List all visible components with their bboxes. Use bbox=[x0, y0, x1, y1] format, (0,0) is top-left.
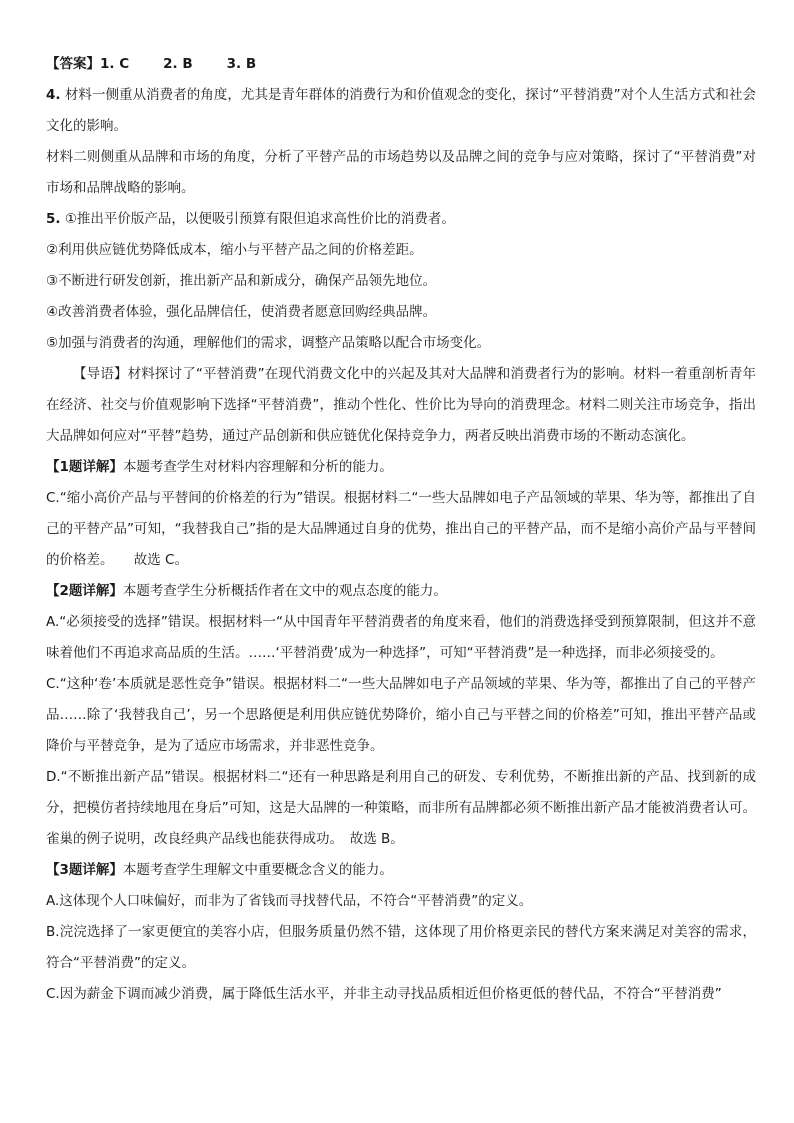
document-page bbox=[46, 50, 756, 1010]
guide-paragraph: 【导语】材料探讨了“平替消费”在现代消费文化中的兴起及其对大品牌和消费者行为的影响。材料一着重剖析青年在经济、社交与价值观影响下选择“平替消费”，推动个性化、性价比为导向的消费理念。材料二则关注市场竞争，指出大品牌如何应对“平替”趋势，通过产品创新和供应链优化保持竞争力，两者反映出消费市场的不断动态演化。 bbox=[46, 366, 756, 444]
answer-2: 2. B bbox=[163, 56, 193, 72]
answer-3: 3. B bbox=[226, 56, 257, 72]
q5-item-2: ②利用供应链优势降低成本，缩小与平替产品之间的价格差距。 bbox=[46, 242, 423, 258]
d1-heading bbox=[46, 452, 756, 483]
d3-option-c: C.因为薪金下调而减少消费，属于降低生活水平，并非主动寻找品质相近但价格更低的替代品，不符合“平替消费” bbox=[46, 986, 722, 1002]
d3-option-a: A.这体现个人口味偏好，而非为了省钱而寻找替代品，不符合“平替消费”的定义。 bbox=[46, 893, 533, 909]
q4-paragraph-1 bbox=[46, 80, 756, 142]
q5-number: 5. bbox=[46, 211, 61, 227]
d1-option-c: C.“缩小高价产品与平替间的价格差的行为”错误。根据材料二“一些大品牌如电子产品领域的苹果、华为等，都推出了自己的平替产品”可知，“我替我自己”指的是大品牌通过自身的优势，推出自己的平替产品，而不是缩小高价产品与平替间的价格差。 故选 C。 bbox=[46, 490, 756, 568]
d2-option-a: A.“必须接受的选择”错误。根据材料一“从中国青年平替消费者的角度来看，他们的消费选择受到预算限制，但这并不意味着他们不再追求高品质的生活。……‘平替消费’成为一种选择”，可知“平替消费”是一种选择，而非必须接受的。 bbox=[46, 614, 756, 661]
d3-option-b: B.浣浣选择了一家更便宜的美容小店，但服务质量仍然不错，这体现了用价格更亲民的替代方案来满足对美容的需求，符合“平替消费”的定义。 bbox=[46, 924, 756, 971]
d3-heading bbox=[46, 855, 756, 886]
d1-head: 【1题详解】 bbox=[46, 459, 123, 475]
d2-heading bbox=[46, 576, 756, 607]
d3-intro: 本题考查学生理解文中重要概念含义的能力。 bbox=[122, 862, 393, 878]
q4-text-1: 材料一侧重从消费者的角度，尤其是青年群体的消费行为和价值观念的变化，探讨“平替消费”对个人生活方式和社会文化的影响。 bbox=[46, 87, 756, 134]
q4-paragraph-2: 材料二则侧重从品牌和市场的角度，分析了平替产品的市场趋势以及品牌之间的竞争与应对策略，探讨了“平替消费”对市场和品牌战略的影响。 bbox=[46, 149, 756, 196]
answer-tag: 【答案】 bbox=[46, 56, 100, 72]
d2-head: 【2题详解】 bbox=[46, 583, 123, 599]
d1-intro: 本题考查学生对材料内容理解和分析的能力。 bbox=[122, 459, 393, 475]
q5-text-1: ①推出平价版产品，以便吸引预算有限但追求高性价比的消费者。 bbox=[60, 211, 455, 227]
q5-item-5: ⑤加强与消费者的沟通，理解他们的需求，调整产品策略以配合市场变化。 bbox=[46, 335, 491, 351]
q5-item-3: ③不断进行研发创新，推出新产品和新成分，确保产品领先地位。 bbox=[46, 273, 437, 289]
answer-1: 1. C bbox=[100, 56, 130, 72]
d2-option-c: C.“这种‘卷’本质就是恶性竞争”错误。根据材料二“一些大品牌如电子产品领域的苹果、华为等，都推出了自己的平替产品……除了‘我替我自己’，另一个思路便是利用供应链优势降价，缩小自己与平替之间的价格差”可知，推出平替产品或降价与平替竞争，是为了适应市场需求，并非恶性竞争。 bbox=[46, 676, 756, 754]
q5-item-4: ④改善消费者体验，强化品牌信任，使消费者愿意回购经典品牌。 bbox=[46, 304, 437, 320]
q5-item-1 bbox=[46, 204, 756, 235]
q4-number: 4. bbox=[46, 87, 61, 103]
d3-head: 【3题详解】 bbox=[46, 862, 123, 878]
answer-line bbox=[46, 50, 756, 78]
d2-option-d: D.“不断推出新产品”错误。根据材料二“还有一种思路是利用自己的研发、专利优势，不断推出新的产品、找到新的成分，把模仿者持续地甩在身后”可知，这是大品牌的一种策略，而非所有品牌都必须不断推出新产品才能被消费者认可。雀巢的例子说明，改良经典产品线也能获得成功。 故选 B。 bbox=[46, 769, 756, 847]
d2-intro: 本题考查学生分析概括作者在文中的观点态度的能力。 bbox=[122, 583, 447, 599]
